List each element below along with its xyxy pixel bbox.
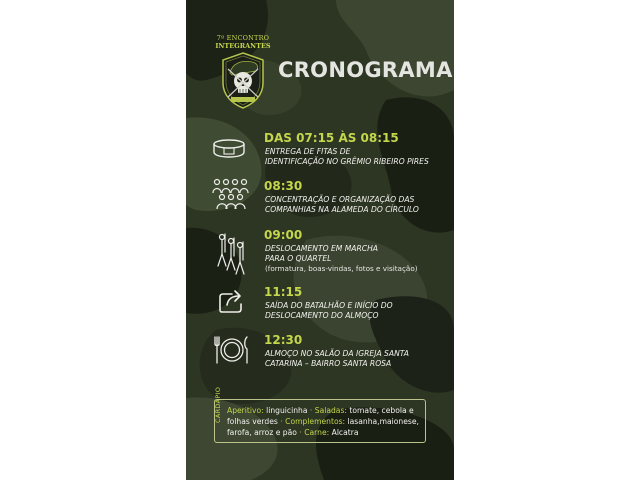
page-title: CRONOGRAMA — [278, 58, 453, 82]
menu-carne-label: Carne: — [304, 428, 330, 437]
event-time-2: 08:30 — [264, 179, 303, 193]
event-description-4 — [265, 301, 450, 321]
event-time-3: 09:00 — [264, 228, 303, 242]
logo-integrantes-text: INTEGRANTES — [215, 42, 271, 50]
menu-complementos-value: lasanha,maionese, farofa, arroz e pão — [227, 417, 419, 437]
event-time-5: 12:30 — [264, 333, 303, 347]
share-arrow-icon — [218, 288, 246, 314]
menu-label: CARDÁPIO — [214, 386, 222, 423]
menu-saladas-value: tomate, cebola e folhas verdes — [227, 406, 414, 426]
event-description-3-line-1: DESLOCAMENTO EM MARCHA — [265, 244, 378, 253]
menu-text — [227, 405, 421, 438]
event-note-3: (formatura, boas-vindas, fotos e visitação) — [265, 264, 418, 273]
event-description-4-line-1: SAÍDA DO BATALHÃO E INÍCIO DO — [265, 301, 393, 310]
event-description-3-line-2: PARA O QUARTEL — [265, 254, 332, 263]
event-description-1-line-1: ENTREGA DE FITAS DE — [265, 147, 351, 156]
event-poster — [186, 0, 454, 480]
menu-box — [214, 386, 426, 443]
event-description-1 — [265, 147, 450, 167]
event-description-3 — [265, 244, 450, 264]
event-time-1: DAS 07:15 ÀS 08:15 — [264, 131, 399, 145]
group-icon — [211, 178, 251, 210]
wristband-icon — [212, 138, 246, 160]
event-time-4: 11:15 — [264, 285, 303, 299]
event-description-2-line-1: CONCENTRAÇÃO E ORGANIZAÇÃO DAS — [265, 195, 415, 204]
menu-saladas-label: Saladas: — [314, 406, 347, 415]
skull-beret-emblem-icon — [220, 51, 266, 109]
event-logo — [214, 34, 272, 112]
plate-cutlery-icon — [214, 334, 250, 366]
menu-aperitivo-value: linguicinha — [266, 406, 308, 415]
menu-separator-3: · — [299, 428, 302, 437]
event-description-2 — [265, 195, 450, 215]
event-description-5-line-1: ALMOÇO NO SALÃO DA IGREJA SANTA — [265, 349, 409, 358]
logo-edition-text: 7º ENCONTRO — [216, 34, 270, 42]
event-description-5 — [265, 349, 450, 369]
menu-separator-1: · — [309, 406, 313, 415]
marching-soldiers-icon — [216, 232, 250, 276]
menu-aperitivo-label: Aperitivo: — [227, 406, 264, 415]
menu-separator-2: · — [280, 417, 283, 426]
event-description-5-line-2: CATARINA – BAIRRO SANTA ROSA — [265, 359, 392, 368]
event-description-1-line-2: IDENTIFICAÇÃO NO GRÊMIO RIBEIRO PIRES — [265, 157, 429, 166]
menu-carne-value: Alcatra — [331, 428, 359, 437]
event-description-2-line-2: COMPANHIAS NA ALAMEDA DO CÍRCULO — [265, 205, 419, 214]
event-description-4-line-2: DESLOCAMENTO DO ALMOÇO — [265, 311, 379, 320]
menu-complementos-label: Complementos: — [285, 417, 346, 426]
